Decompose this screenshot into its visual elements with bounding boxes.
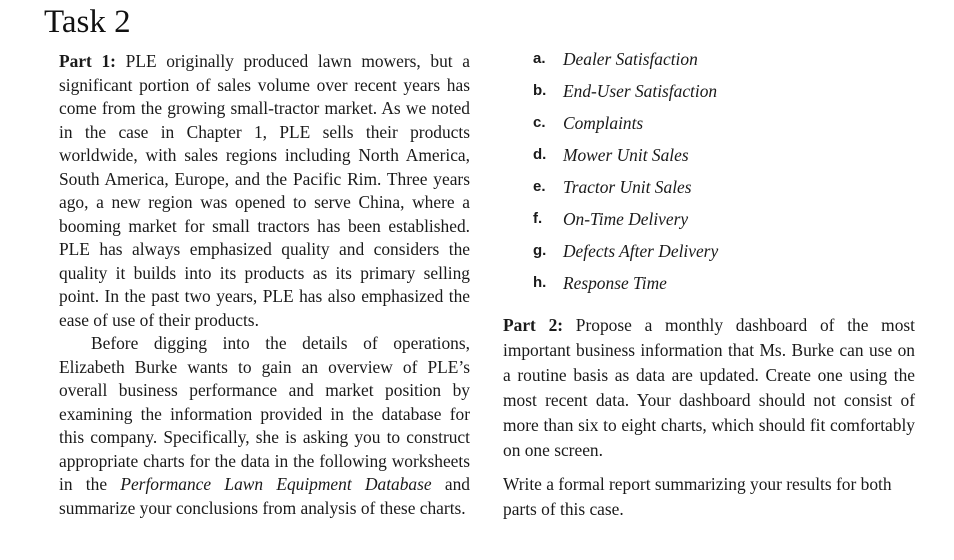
- list-item: [503, 48, 915, 80]
- list-letter: h.: [533, 274, 547, 291]
- part1-paragraph-2: [59, 332, 470, 520]
- list-item: [503, 272, 915, 304]
- list-item: [503, 80, 915, 112]
- part1-column: [59, 50, 470, 520]
- list-item: [503, 240, 915, 272]
- part1-p2-after: and summarize your conclusions from analysis of these charts.: [59, 474, 470, 518]
- worksheet-name: Complaints: [563, 113, 644, 133]
- list-letter: d.: [533, 146, 547, 163]
- part2-text: Propose a monthly dashboard of the most important business information that Ms. Burke can use on a routine basis as data are updated. Create one using the most recent data. Your dashboard should not consist of more than six to eight charts, which should fit comfortably on one screen.: [503, 315, 915, 460]
- worksheet-name: Defects After Delivery: [563, 241, 719, 261]
- worksheet-name: Response Time: [563, 273, 667, 293]
- worksheet-name: Mower Unit Sales: [563, 145, 689, 165]
- part2-label: Part 2:: [503, 315, 564, 335]
- database-name: Performance Lawn Equipment Database: [120, 474, 432, 494]
- part1-paragraph-1: [59, 50, 470, 332]
- part2-paragraph: [503, 313, 915, 463]
- worksheet-name: End-User Satisfaction: [563, 81, 718, 101]
- list-letter: a.: [533, 50, 546, 67]
- task-title: Task 2: [44, 4, 131, 40]
- report-instruction: Write a formal report summarizing your results for both parts of this case.: [503, 474, 892, 519]
- list-item: [503, 112, 915, 144]
- list-item: [503, 144, 915, 176]
- right-column: [503, 48, 915, 522]
- list-item: [503, 208, 915, 240]
- list-letter: g.: [533, 242, 547, 259]
- list-letter: e.: [533, 178, 546, 195]
- worksheet-name: Tractor Unit Sales: [563, 177, 692, 197]
- worksheet-list: [503, 48, 915, 304]
- worksheet-name: Dealer Satisfaction: [563, 49, 698, 69]
- worksheet-name: On-Time Delivery: [563, 209, 689, 229]
- list-item: [503, 176, 915, 208]
- list-letter: f.: [533, 210, 543, 227]
- part1-label: Part 1:: [59, 51, 116, 71]
- part1-p2-before: Before digging into the details of operations, Elizabeth Burke wants to gain an overview of PLE’s overall business performance and market position by examining the information provided in the database for this company. Specifically, she is asking you to construct appropriate charts for the data in the following worksheets in the: [59, 333, 470, 494]
- part1-text: PLE originally produced lawn mowers, but a significant portion of sales volume over recent years has come from the growing small-tractor market. As we noted in the case in Chapter 1, PLE sells their products worldwide, with sales regions including North America, South America, Europe, and the Pacific Rim. Three years ago, a new region was opened to serve China, where a booming market for small tractors has been established. PLE has always emphasized quality and considers the quality it builds into its products as its primary selling point. In the past two years, PLE has also emphasized the ease of use of their products.: [59, 51, 470, 330]
- list-letter: b.: [533, 82, 547, 99]
- list-letter: c.: [533, 114, 546, 131]
